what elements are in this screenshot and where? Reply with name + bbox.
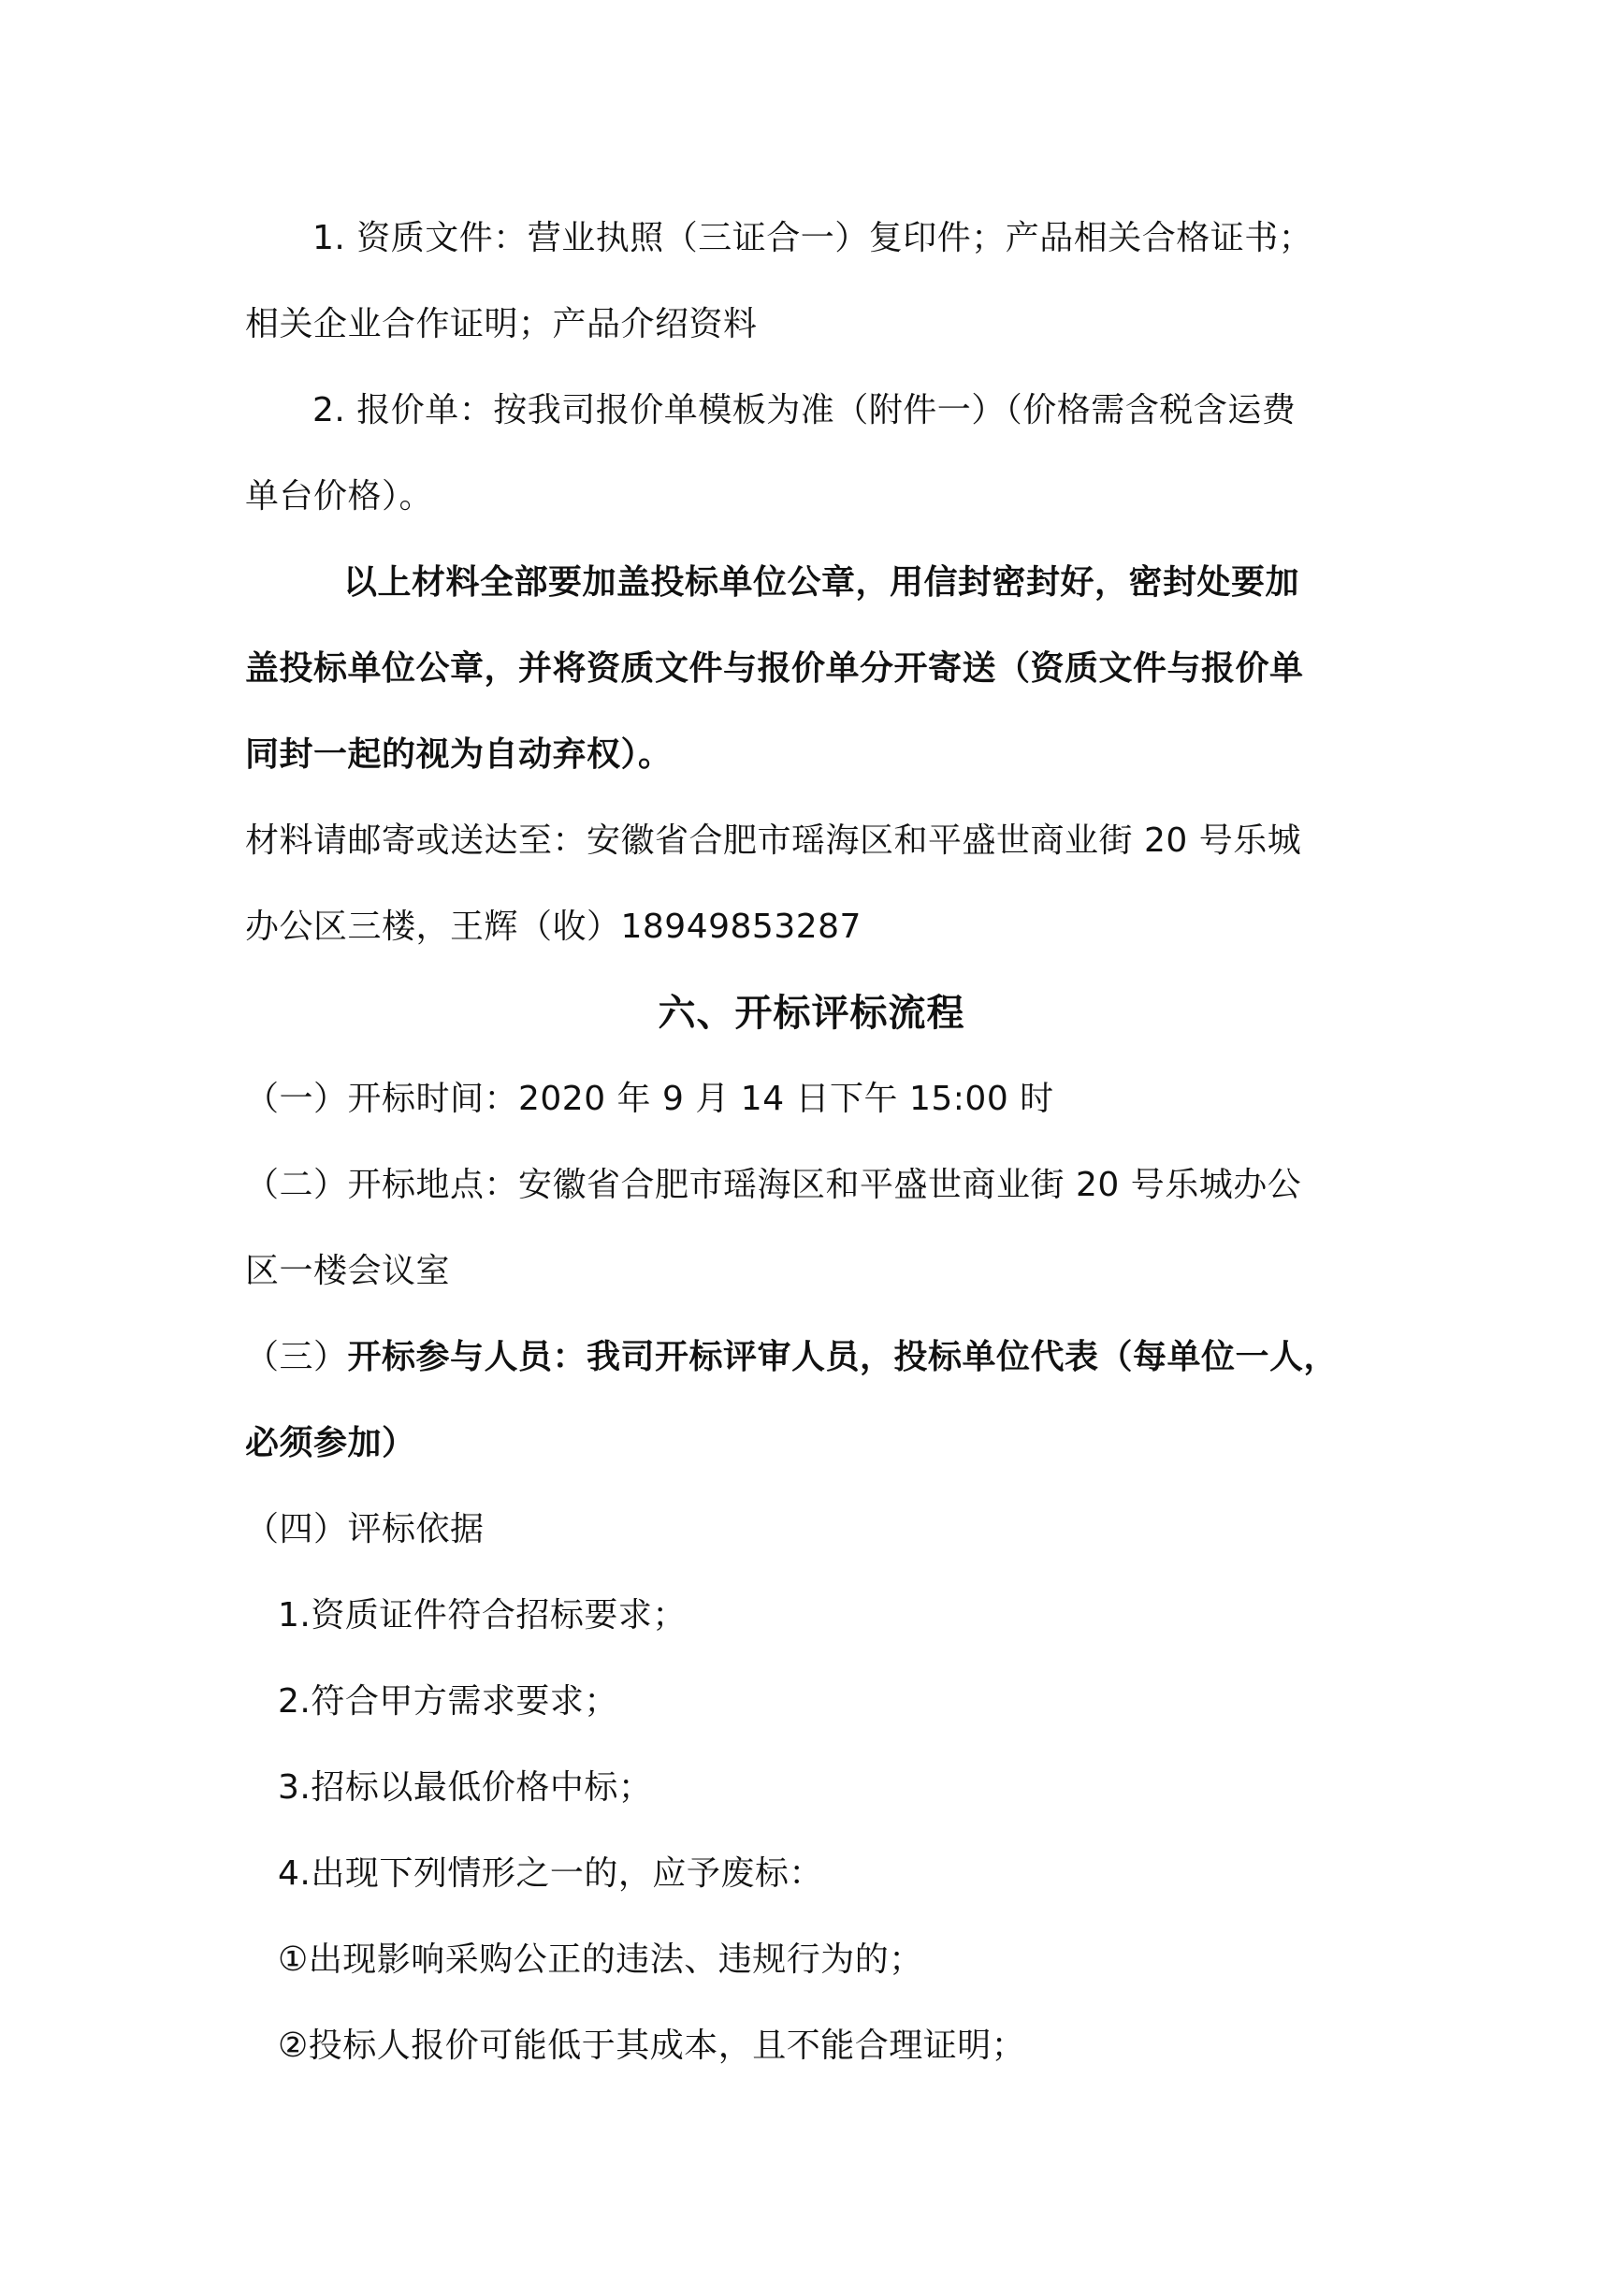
participants-prefix: （三）: [245, 1338, 348, 1376]
opening-time: （一）开标时间：2020 年 9 月 14 日下午 15:00 时: [245, 1080, 1054, 1118]
address-line-2: 办公区三楼，王辉（收）18949853287: [245, 908, 862, 946]
opening-place-line-2: 区一楼会议室: [245, 1252, 451, 1290]
participants-text: 开标参与人员：我司开标评审人员，投标单位代表（每单位一人，: [347, 1338, 1339, 1376]
basis-item-6: ②投标人报价可能低于其成本，且不能合理证明；: [278, 2027, 1026, 2065]
basis-item-3: 3.招标以最低价格中标；: [278, 1768, 653, 1807]
material-item-2-line-2: 单台价格）。: [245, 477, 434, 516]
address-line-1: 材料请邮寄或送达至：安徽省合肥市瑶海区和平盛世商业街 20 号乐城: [245, 821, 1302, 860]
basis-item-5: ①出现影响采购公正的违法、违规行为的；: [278, 1940, 923, 1979]
basis-title: （四）评标依据: [245, 1510, 485, 1548]
material-item-1-line-1: 1. 资质文件：营业执照（三证合一）复印件；产品相关合格证书；: [312, 219, 1313, 257]
notice-line-2: 盖投标单位公章，并将资质文件与报价单分开寄送（资质文件与报价单: [245, 649, 1304, 688]
material-item-1-line-2: 相关企业合作证明；产品介绍资料: [245, 305, 758, 343]
basis-item-4: 4.出现下列情形之一的，应予废标：: [278, 1854, 823, 1893]
basis-item-2: 2.符合甲方需求要求；: [278, 1682, 618, 1721]
notice-line-3: 同封一起的视为自动弃权）。: [245, 735, 673, 774]
opening-place-line-1: （二）开标地点：安徽省合肥市瑶海区和平盛世商业街 20 号乐城办公: [245, 1166, 1302, 1204]
participants-line-2: 必须参加）: [245, 1424, 416, 1462]
participants-line-1: [245, 1336, 1338, 1379]
notice-line-1: 以上材料全部要加盖投标单位公章，用信封密封好，密封处要加: [343, 563, 1300, 602]
basis-item-1: 1.资质证件符合招标要求；: [278, 1596, 687, 1635]
section-heading: 六、开标评标流程: [658, 992, 965, 1035]
material-item-2-line-1: 2. 报价单：按我司报价单模板为准（附件一）（价格需含税含运费: [312, 391, 1297, 429]
